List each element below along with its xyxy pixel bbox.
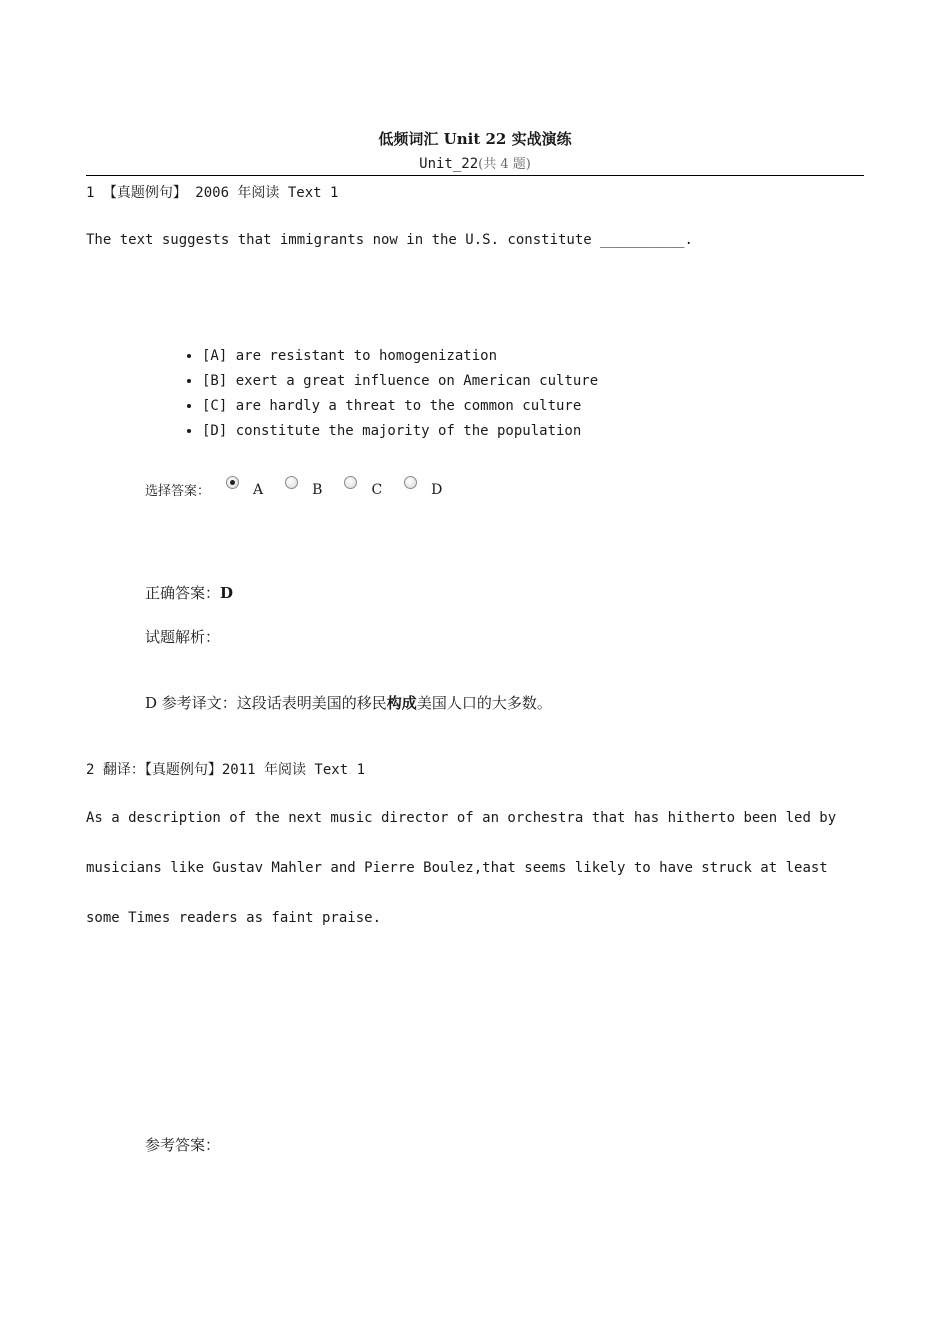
choose-answer-label: 选择答案： xyxy=(145,484,211,499)
correct-answer-label: 正确答案： xyxy=(145,584,221,602)
question-2-line-2: musicians like Gustav Mahler and Pierre Boulez,that seems likely to have struck at least xyxy=(86,860,828,876)
translation-prefix: D 参考译文：这段话表明美国的移民 xyxy=(145,694,387,712)
radio-a[interactable] xyxy=(226,476,239,489)
correct-answer-value: D xyxy=(220,584,234,602)
choice-b-label: B xyxy=(312,482,323,498)
choice-d[interactable] xyxy=(404,476,456,498)
reference-translation xyxy=(145,692,552,713)
answer-selector xyxy=(145,476,464,499)
question-2-line-3: some Times readers as faint praise. xyxy=(86,910,382,926)
title-divider xyxy=(86,175,864,176)
choice-c[interactable] xyxy=(344,476,396,498)
question-1-options xyxy=(170,345,598,445)
question-2-heading: 2 翻译：【真题例句】2011 年阅读 Text 1 xyxy=(86,762,366,778)
option-c: • [C] are hardly a threat to the common culture xyxy=(202,395,598,420)
choice-b[interactable] xyxy=(285,476,336,498)
radio-c[interactable] xyxy=(344,476,357,489)
reference-answer-label: 参考答案： xyxy=(145,1136,221,1154)
question-count: (共 4 题) xyxy=(478,157,531,172)
choice-a[interactable] xyxy=(226,476,277,498)
question-1-heading: 1 【真题例句】 2006 年阅读 Text 1 xyxy=(86,185,339,201)
radio-d[interactable] xyxy=(404,476,417,489)
option-b: • [B] exert a great influence on American culture xyxy=(202,370,598,395)
option-a: • [A] are resistant to homogenization xyxy=(202,345,598,370)
page-title: 低频词汇 Unit 22 实战演练 xyxy=(378,130,572,148)
unit-name: Unit_22 xyxy=(419,156,479,172)
question-1-stem: The text suggests that immigrants now in the U.S. constitute __________. xyxy=(86,232,693,248)
analysis-label: 试题解析： xyxy=(145,628,221,646)
choice-c-label: C xyxy=(371,482,383,498)
radio-b[interactable] xyxy=(285,476,298,489)
unit-subtitle xyxy=(0,153,950,172)
option-d: • [D] constitute the majority of the population xyxy=(202,420,598,445)
choice-d-label: D xyxy=(431,482,443,498)
choice-a-label: A xyxy=(253,482,264,498)
translation-highlight: 构成 xyxy=(386,694,417,712)
correct-answer xyxy=(145,582,233,603)
question-2-line-1: As a description of the next music director of an orchestra that has hitherto been led by xyxy=(86,810,837,826)
translation-suffix: 美国人口的大多数。 xyxy=(416,694,552,712)
